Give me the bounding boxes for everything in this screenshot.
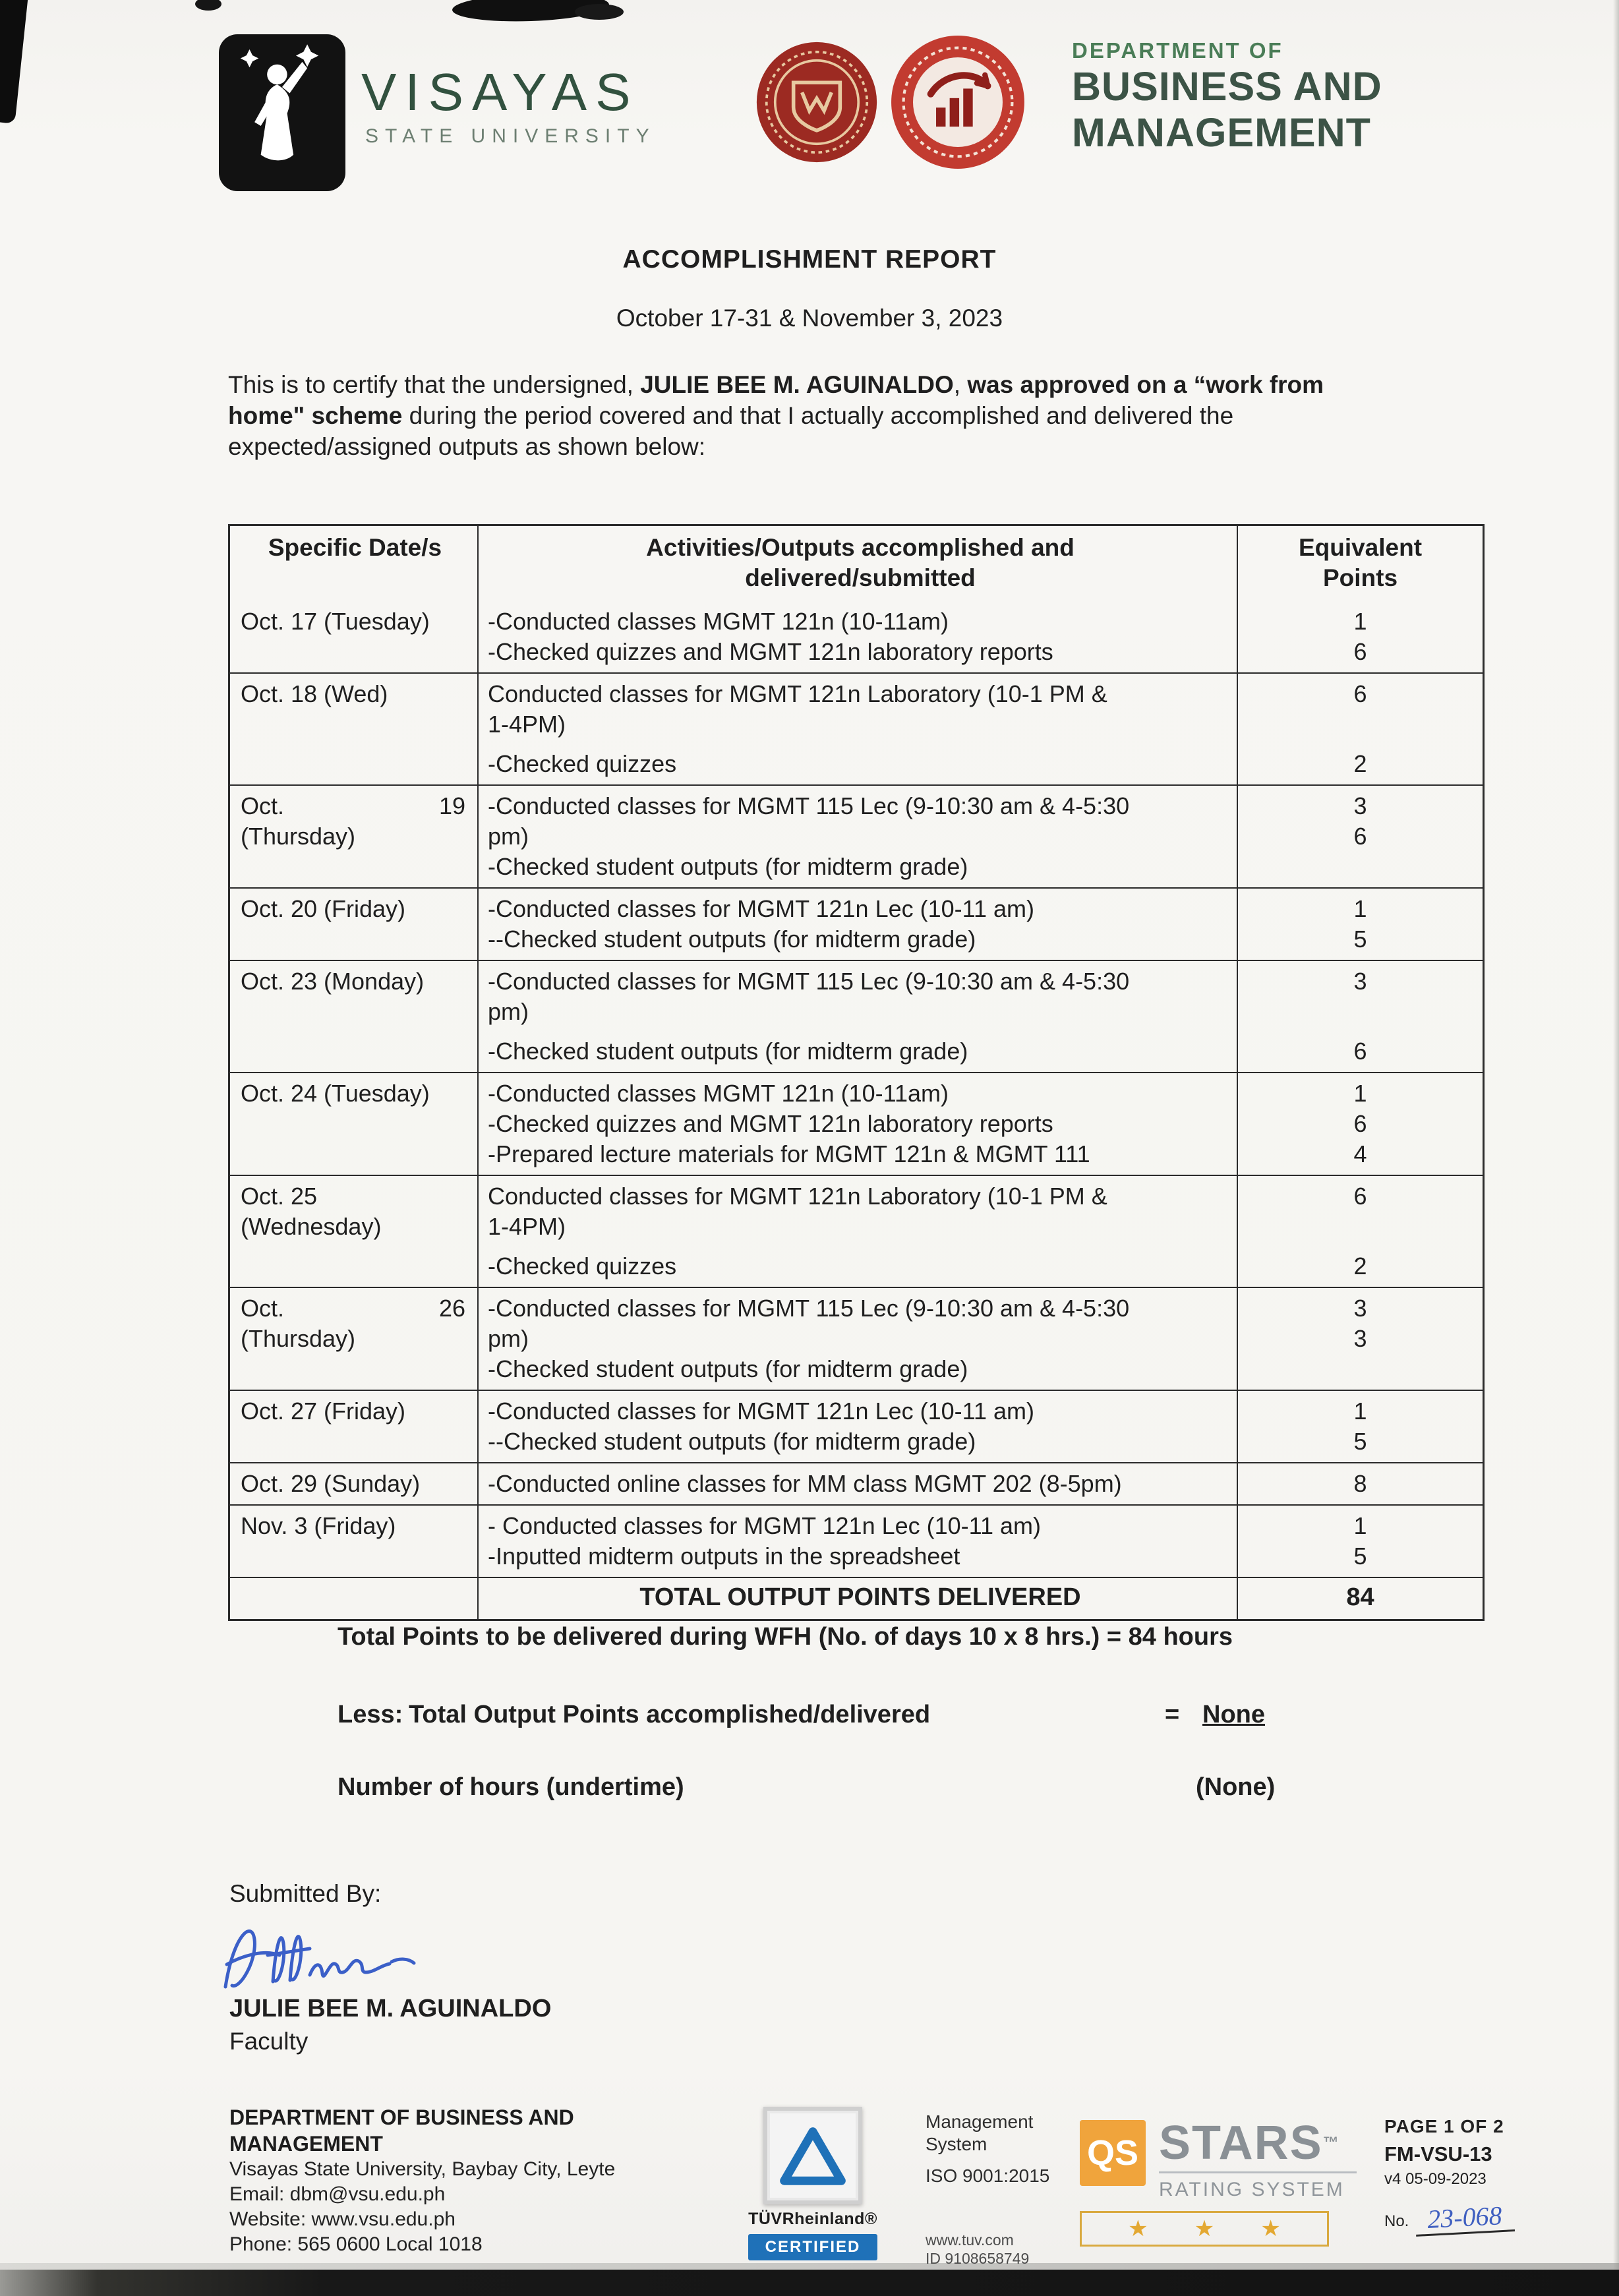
points-cell: 1 5 xyxy=(1353,895,1367,953)
intro-segment: This is to certify that the undersigned, xyxy=(228,371,641,398)
table-row xyxy=(230,672,1483,784)
intro-segment: was approved on a “work from home" scheme xyxy=(228,371,1324,429)
activities-cell: Conducted classes for MGMT 121n Laboratory (10-1 PM & 1-4PM) -Checked quizzes xyxy=(479,1176,1238,1287)
intro-segment: JULIE BEE M. AGUINALDO xyxy=(640,371,954,398)
less-label: Less: xyxy=(338,1701,403,1728)
less-text: Total Output Points accomplished/delivered xyxy=(409,1701,931,1728)
activities-cell: - Conducted classes for MGMT 121n Lec (10-11 am) -Inputted midterm outputs in the spreadsheet xyxy=(479,1506,1238,1577)
table-row xyxy=(230,784,1483,887)
total-row-empty-cell xyxy=(230,1578,479,1619)
no-label: No. xyxy=(1384,2212,1409,2230)
qs-rating-system-label: RATING SYSTEM xyxy=(1159,2171,1357,2201)
activities-cell: -Conducted classes for MGMT 121n Lec (10-11 am) --Checked student outputs (for midterm grade) xyxy=(479,1391,1238,1462)
intro-segment: , xyxy=(953,371,968,398)
points-cell: 3 6 xyxy=(1353,968,1367,1065)
undertime-row xyxy=(338,1773,1471,1813)
iso-certification-text xyxy=(926,2111,1049,2187)
signatory-name: JULIE BEE M. AGUINALDO xyxy=(229,1995,552,2022)
table-row xyxy=(230,1390,1483,1462)
less-row xyxy=(338,1701,1471,1740)
page-number: PAGE 1 OF 2 xyxy=(1384,2116,1504,2136)
iso-standard: ISO 9001:2015 xyxy=(926,2165,1050,2186)
department-wordmark xyxy=(1072,38,1382,156)
dbm-department-seal xyxy=(890,34,1026,170)
vsu-statue-logo xyxy=(219,34,345,191)
trademark-symbol: ™ xyxy=(1322,2134,1340,2152)
table-row xyxy=(230,960,1483,1072)
date-cell: Oct. 20 (Friday) xyxy=(230,889,479,960)
column-header-date: Specific Date/s xyxy=(230,526,479,601)
less-value: None xyxy=(1202,1701,1265,1728)
points-cell: 1 5 xyxy=(1353,1512,1367,1570)
accomplishment-table xyxy=(228,524,1485,1621)
footer-website: Website: www.vsu.edu.ph xyxy=(229,2208,456,2230)
date-cell: Oct. 19 (Thursday) xyxy=(230,786,479,887)
star-icon: ★ xyxy=(1128,2216,1148,2241)
activities-cell: Conducted classes for MGMT 121n Laboratory (10-1 PM & 1-4PM) -Checked quizzes xyxy=(479,674,1238,784)
intro-paragraph xyxy=(228,369,1396,462)
university-name: VISAYAS xyxy=(361,63,639,121)
qs-wordmark xyxy=(1159,2117,1357,2201)
points-cell: 6 2 xyxy=(1353,1183,1367,1280)
tuv-cert-id: ID 9108658749 xyxy=(926,2250,1030,2267)
column-header-points: Equivalent Points xyxy=(1298,534,1423,591)
footer-address: Visayas State University, Baybay City, Leyte xyxy=(229,2158,616,2180)
scan-artifact-dot xyxy=(195,0,221,11)
intro-segment: during the period covered and that I actually accomplished and delivered the expected/assigned outputs as shown below: xyxy=(228,402,1234,460)
scan-edge-shadow xyxy=(1613,0,1619,2296)
points-cell: 8 xyxy=(1353,1470,1367,1497)
qs-logo: QS xyxy=(1080,2120,1146,2186)
qs-star-rating-box xyxy=(1080,2211,1329,2247)
department-name-line2: MANAGEMENT xyxy=(1072,110,1371,155)
wfh-total-points-line: Total Points to be delivered during WFH (No. of days 10 x 8 hrs.) = 84 hours xyxy=(338,1623,1233,1651)
star-icon: ★ xyxy=(1260,2216,1281,2241)
activities-cell: -Conducted classes for MGMT 115 Lec (9-10:30 am & 4-5:30 pm) -Checked student outputs (for midterm grade) xyxy=(479,961,1238,1072)
handwritten-document-number: 23-068 xyxy=(1415,2202,1515,2237)
footer-dept-line2: MANAGEMENT xyxy=(229,2132,383,2156)
undertime-label: Number of hours (undertime) xyxy=(338,1773,684,1801)
footer-dept-line1: DEPARTMENT OF BUSINESS AND xyxy=(229,2105,574,2129)
activities-cell: -Conducted classes for MGMT 115 Lec (9-10:30 am & 4-5:30 pm) -Checked student outputs (for midterm grade) xyxy=(479,1288,1238,1390)
em-society-seal xyxy=(755,41,878,163)
star-icon: ★ xyxy=(1194,2216,1215,2241)
date-cell: Nov. 3 (Friday) xyxy=(230,1506,479,1577)
table-row xyxy=(230,601,1483,672)
scan-bottom-edge xyxy=(0,2263,1619,2270)
table-header-row xyxy=(230,526,1483,601)
equals-sign: = xyxy=(1165,1701,1180,1728)
undertime-value: (None) xyxy=(1196,1773,1276,1801)
date-cell: Oct. 27 (Friday) xyxy=(230,1391,479,1462)
submitted-by-label: Submitted By: xyxy=(229,1880,382,1907)
date-cell: Oct. 26 (Thursday) xyxy=(230,1288,479,1390)
document-number-row xyxy=(1384,2200,1582,2234)
university-wordmark xyxy=(361,65,656,148)
tuv-triangle-icon xyxy=(763,2107,862,2204)
scan-artifact-corner xyxy=(0,0,30,124)
activities-cell: -Conducted online classes for MM class MGMT 202 (8-5pm) xyxy=(479,1463,1238,1504)
tuv-url-block xyxy=(926,2231,1029,2268)
table-row xyxy=(230,1504,1483,1577)
footer-phone: Phone: 565 0600 Local 1018 xyxy=(229,2233,483,2255)
points-cell: 6 2 xyxy=(1353,680,1367,777)
footer-contact-block xyxy=(229,2104,615,2257)
statue-icon xyxy=(219,34,345,191)
total-label: TOTAL OUTPUT POINTS DELIVERED xyxy=(479,1578,1238,1619)
qs-stars-word: STARS™ xyxy=(1159,2117,1340,2169)
mgmt-system-line2: System xyxy=(926,2134,987,2154)
tuv-certification-badge xyxy=(742,2107,883,2260)
scan-bottom-band xyxy=(0,2270,1619,2296)
activities-cell: -Conducted classes for MGMT 121n Lec (10-11 am) --Checked student outputs (for midterm grade) xyxy=(479,889,1238,960)
table-row xyxy=(230,1175,1483,1287)
signatory-role: Faculty xyxy=(229,2028,309,2055)
report-period: October 17-31 & November 3, 2023 xyxy=(616,305,1003,332)
form-version: v4 05-09-2023 xyxy=(1384,2170,1487,2188)
tuv-website: www.tuv.com xyxy=(926,2231,1014,2249)
activities-cell: -Conducted classes MGMT 121n (10-11am) -Checked quizzes and MGMT 121n laboratory reports xyxy=(479,601,1238,672)
table-total-row xyxy=(230,1577,1483,1619)
total-value: 84 xyxy=(1346,1583,1374,1611)
mgmt-system-line1: Management xyxy=(926,2111,1034,2132)
date-cell: Oct. 18 (Wed) xyxy=(230,674,479,784)
table-row xyxy=(230,1462,1483,1504)
department-eyebrow: DEPARTMENT OF xyxy=(1072,38,1283,63)
points-cell: 3 6 xyxy=(1353,792,1367,850)
form-code: FM-VSU-13 xyxy=(1384,2142,1492,2165)
table-row xyxy=(230,1287,1483,1390)
footer-email: Email: dbm@vsu.edu.ph xyxy=(229,2183,446,2205)
page-info-block xyxy=(1384,2116,1582,2234)
date-cell: Oct. 29 (Sunday) xyxy=(230,1463,479,1504)
department-name-line1: BUSINESS AND xyxy=(1072,64,1382,109)
table-row xyxy=(230,887,1483,960)
activities-cell: -Conducted classes for MGMT 115 Lec (9-10:30 am & 4-5:30 pm) -Checked student outputs (for midterm grade) xyxy=(479,786,1238,887)
column-header-activities: Activities/Outputs accomplished and delivered/submitted xyxy=(479,526,1238,601)
points-cell: 3 3 xyxy=(1353,1295,1367,1352)
date-cell: Oct. 23 (Monday) xyxy=(230,961,479,1072)
tuv-brand: TÜVRheinland® xyxy=(748,2210,877,2228)
qs-stars-badge xyxy=(1080,2117,1357,2201)
scan-artifact-smudge xyxy=(575,4,624,20)
tuv-certified-label: CERTIFIED xyxy=(748,2234,877,2260)
points-cell: 1 6 xyxy=(1353,608,1367,665)
date-cell: Oct. 17 (Tuesday) xyxy=(230,601,479,672)
date-cell: Oct. 25 (Wednesday) xyxy=(230,1176,479,1287)
table-row xyxy=(230,1072,1483,1175)
university-subtitle: STATE UNIVERSITY xyxy=(365,125,656,147)
activities-cell: -Conducted classes MGMT 121n (10-11am) -Checked quizzes and MGMT 121n laboratory reports -Prepared lecture materials for MGMT 121n & MGMT 111 xyxy=(479,1073,1238,1175)
points-cell: 1 6 4 xyxy=(1353,1080,1367,1167)
points-cell: 1 5 xyxy=(1353,1398,1367,1455)
handwritten-signature xyxy=(212,1909,450,2008)
date-cell: Oct. 24 (Tuesday) xyxy=(230,1073,479,1175)
report-title: ACCOMPLISHMENT REPORT xyxy=(622,245,997,274)
